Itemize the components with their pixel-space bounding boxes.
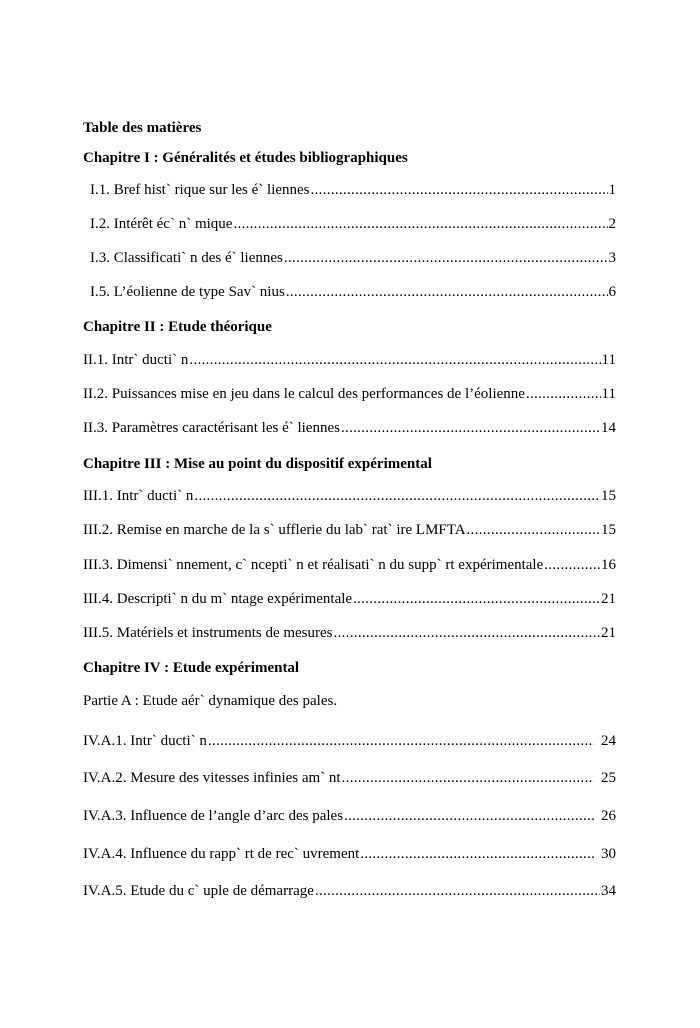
leader-dots [342,768,594,788]
leader-dots [467,520,600,540]
toc-entry[interactable] [90,214,616,234]
leader-dots [233,214,607,234]
toc-entry-page: 21 [601,625,616,641]
toc-entry[interactable] [83,806,616,826]
leader-dots [315,881,600,901]
toc-entry[interactable] [90,248,616,268]
chapter-3-heading: Chapitre III : Mise au point du dispositif expérimental [83,456,432,472]
toc-entry[interactable] [83,589,616,609]
toc-entry[interactable] [83,731,616,751]
leader-dots [189,350,600,370]
toc-entry-page: 16 [601,557,616,573]
leader-dots [208,731,594,751]
leader-dots [341,418,600,438]
leader-dots [353,589,600,609]
toc-entry-page: 11 [601,352,616,368]
toc-entry[interactable] [83,520,616,540]
toc-entry[interactable] [83,486,616,506]
toc-entry[interactable] [83,418,616,438]
toc-entry-label: II.3. Paramètres caractérisant les é` liennes [83,420,340,436]
toc-entry-label: II.2. Puissances mise en jeu dans le calcul des performances de l’éolienne [83,386,525,402]
toc-entry[interactable] [83,384,616,404]
toc-entry-page: 1 [608,182,616,198]
chapter-4-heading: Chapitre IV : Etude expérimental [83,660,300,676]
toc-entry[interactable] [90,282,616,302]
toc-title: Table des matières [83,120,202,136]
toc-entry[interactable] [83,623,616,643]
toc-entry-page: 25 [601,770,616,786]
toc-entry-label: III.2. Remise en marche de la s` ufflerie du lab` rat` ire LMFTA [83,522,466,538]
toc-entry-label: III.5. Matériels et instruments de mesures [83,625,333,641]
leader-dots [311,180,608,200]
toc-entry-label: IV.A.5. Etude du c` uple de démarrage [83,883,314,899]
toc-entry-page: 6 [608,284,616,300]
toc-entry-page: 15 [601,488,616,504]
toc-entry-label: I.2. Intérêt éc` n` mique [90,216,233,232]
toc-entry[interactable] [83,844,616,864]
leader-dots [286,282,608,302]
toc-entry-label: I.3. Classificati` n des é` liennes [90,250,283,266]
toc-entry[interactable] [83,350,616,370]
toc-entry[interactable] [83,768,616,788]
toc-entry-page: 26 [601,808,616,824]
toc-entry-page: 11 [601,386,616,402]
toc-entry-label: IV.A.3. Influence de l’angle d’arc des pales [83,808,344,824]
toc-entry[interactable] [90,180,616,200]
toc-entry-label: III.1. Intr` ducti` n [83,488,194,504]
toc-entry-label: IV.A.1. Intr` ducti` n [83,733,207,749]
toc-entry-label: I.5. L’éolienne de type Sav` nius [90,284,285,300]
chapter-1-heading: Chapitre I : Généralités et études bibliographiques [83,150,408,166]
chapter-4-subheading: Partie A : Etude aér` dynamique des pales. [83,693,338,709]
toc-entry-page: 24 [601,733,616,749]
toc-entry-label: I.1. Bref hist` rique sur les é` liennes [90,182,310,198]
toc-entry-page: 3 [608,250,616,266]
chapter-2-heading: Chapitre II : Etude théorique [83,319,272,335]
toc-entry-page: 30 [601,846,616,862]
toc-entry-page: 34 [601,883,616,899]
toc-entry-page: 2 [608,216,616,232]
toc-entry-page: 14 [601,420,616,436]
toc-entry-page: 15 [601,522,616,538]
toc-entry-label: II.1. Intr` ducti` n [83,352,189,368]
leader-dots [544,555,600,575]
leader-dots [194,486,600,506]
leader-dots [334,623,600,643]
toc-entry-label: IV.A.2. Mesure des vitesses infinies am` nt [83,770,341,786]
toc-entry[interactable] [83,881,616,901]
leader-dots [284,248,608,268]
toc-entry-page: 21 [601,591,616,607]
leader-dots [344,806,594,826]
toc-entry-label: III.3. Dimensi` nnement, c` ncepti` n et réalisati` n du supp` rt expérimentale [83,557,544,573]
leader-dots [360,844,594,864]
toc-entry-label: III.4. Descripti` n du m` ntage expérimentale [83,591,353,607]
toc-entry[interactable] [83,555,616,575]
leader-dots [526,384,601,404]
toc-entry-label: IV.A.4. Influence du rapp` rt de rec` uvrement [83,846,360,862]
